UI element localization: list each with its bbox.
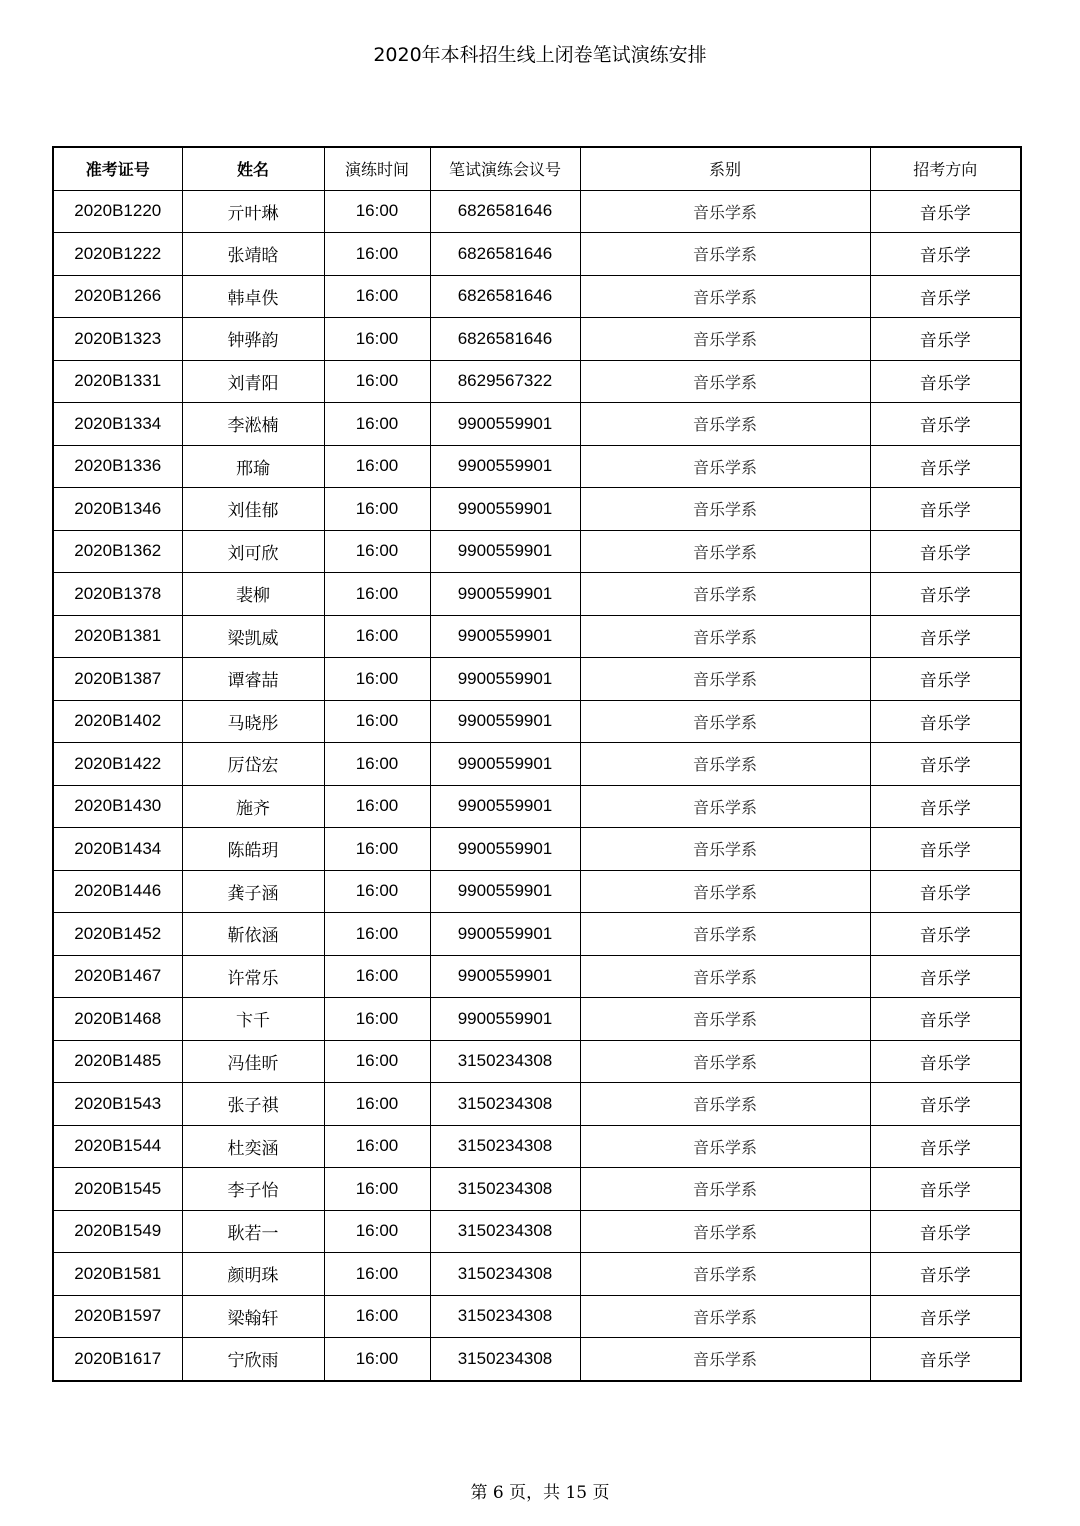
table-row: [53, 1338, 1021, 1381]
cell-name: 靳依涵: [182, 913, 324, 956]
cell-major: 音乐学: [870, 403, 1021, 446]
cell-major: 音乐学: [870, 998, 1021, 1041]
cell-department: 音乐学系: [580, 360, 870, 403]
cell-meeting-id: 3150234308: [430, 1210, 580, 1253]
cell-exam-id: 2020B1346: [53, 488, 182, 531]
cell-name: 刘佳郁: [182, 488, 324, 531]
cell-exam-id: 2020B1452: [53, 913, 182, 956]
table-row: [53, 913, 1021, 956]
cell-meeting-id: 9900559901: [430, 658, 580, 701]
cell-name: 宁欣雨: [182, 1338, 324, 1381]
table-row: [53, 488, 1021, 531]
cell-major: 音乐学: [870, 1125, 1021, 1168]
cell-name: 许常乐: [182, 955, 324, 998]
cell-meeting-id: 9900559901: [430, 700, 580, 743]
cell-meeting-id: 6826581646: [430, 233, 580, 276]
cell-major: 音乐学: [870, 1253, 1021, 1296]
cell-time: 16:00: [324, 1295, 430, 1338]
cell-major: 音乐学: [870, 870, 1021, 913]
header-time: 演练时间: [324, 147, 430, 190]
cell-major: 音乐学: [870, 488, 1021, 531]
cell-meeting-id: 9900559901: [430, 998, 580, 1041]
table-row: [53, 1040, 1021, 1083]
cell-department: 音乐学系: [580, 1040, 870, 1083]
cell-meeting-id: 9900559901: [430, 955, 580, 998]
table-row: [53, 955, 1021, 998]
cell-name: 龚子涵: [182, 870, 324, 913]
cell-name: 刘青阳: [182, 360, 324, 403]
cell-department: 音乐学系: [580, 573, 870, 616]
cell-major: 音乐学: [870, 530, 1021, 573]
cell-major: 音乐学: [870, 1040, 1021, 1083]
cell-major: 音乐学: [870, 913, 1021, 956]
cell-meeting-id: 3150234308: [430, 1253, 580, 1296]
cell-major: 音乐学: [870, 658, 1021, 701]
table-row: [53, 573, 1021, 616]
cell-name: 刘可欣: [182, 530, 324, 573]
table-header-row: [53, 147, 1021, 190]
header-department: 系别: [580, 147, 870, 190]
table-row: [53, 1168, 1021, 1211]
cell-exam-id: 2020B1334: [53, 403, 182, 446]
cell-department: 音乐学系: [580, 1295, 870, 1338]
cell-exam-id: 2020B1597: [53, 1295, 182, 1338]
cell-department: 音乐学系: [580, 488, 870, 531]
cell-major: 音乐学: [870, 828, 1021, 871]
cell-exam-id: 2020B1266: [53, 275, 182, 318]
cell-major: 音乐学: [870, 955, 1021, 998]
cell-exam-id: 2020B1581: [53, 1253, 182, 1296]
cell-time: 16:00: [324, 530, 430, 573]
table-row: [53, 233, 1021, 276]
cell-name: 韩卓佚: [182, 275, 324, 318]
header-major: 招考方向: [870, 147, 1021, 190]
table-row: [53, 743, 1021, 786]
cell-meeting-id: 3150234308: [430, 1295, 580, 1338]
cell-exam-id: 2020B1323: [53, 318, 182, 361]
cell-meeting-id: 9900559901: [430, 488, 580, 531]
table-row: [53, 403, 1021, 446]
cell-department: 音乐学系: [580, 403, 870, 446]
table-row: [53, 445, 1021, 488]
cell-exam-id: 2020B1549: [53, 1210, 182, 1253]
cell-major: 音乐学: [870, 1168, 1021, 1211]
table-row: [53, 998, 1021, 1041]
cell-exam-id: 2020B1543: [53, 1083, 182, 1126]
cell-major: 音乐学: [870, 1295, 1021, 1338]
table-row: [53, 1210, 1021, 1253]
cell-department: 音乐学系: [580, 233, 870, 276]
cell-meeting-id: 9900559901: [430, 785, 580, 828]
cell-major: 音乐学: [870, 573, 1021, 616]
table-row: [53, 700, 1021, 743]
cell-name: 张靖晗: [182, 233, 324, 276]
cell-name: 梁翰轩: [182, 1295, 324, 1338]
cell-meeting-id: 9900559901: [430, 445, 580, 488]
cell-name: 施齐: [182, 785, 324, 828]
cell-meeting-id: 3150234308: [430, 1168, 580, 1211]
cell-department: 音乐学系: [580, 615, 870, 658]
table-row: [53, 530, 1021, 573]
cell-exam-id: 2020B1434: [53, 828, 182, 871]
cell-time: 16:00: [324, 870, 430, 913]
cell-time: 16:00: [324, 1168, 430, 1211]
cell-department: 音乐学系: [580, 1083, 870, 1126]
cell-time: 16:00: [324, 998, 430, 1041]
cell-name: 李子怡: [182, 1168, 324, 1211]
cell-department: 音乐学系: [580, 870, 870, 913]
cell-meeting-id: 3150234308: [430, 1083, 580, 1126]
cell-time: 16:00: [324, 1253, 430, 1296]
cell-department: 音乐学系: [580, 785, 870, 828]
cell-meeting-id: 6826581646: [430, 275, 580, 318]
table-row: [53, 360, 1021, 403]
table-row: [53, 828, 1021, 871]
cell-department: 音乐学系: [580, 1210, 870, 1253]
cell-exam-id: 2020B1402: [53, 700, 182, 743]
cell-name: 颜明珠: [182, 1253, 324, 1296]
cell-major: 音乐学: [870, 785, 1021, 828]
cell-meeting-id: 9900559901: [430, 615, 580, 658]
table-body: [53, 190, 1021, 1381]
cell-exam-id: 2020B1381: [53, 615, 182, 658]
cell-time: 16:00: [324, 828, 430, 871]
table-row: [53, 658, 1021, 701]
cell-department: 音乐学系: [580, 828, 870, 871]
cell-exam-id: 2020B1617: [53, 1338, 182, 1381]
cell-meeting-id: 9900559901: [430, 870, 580, 913]
table-row: [53, 785, 1021, 828]
cell-time: 16:00: [324, 445, 430, 488]
cell-time: 16:00: [324, 1338, 430, 1381]
table-row: [53, 870, 1021, 913]
cell-time: 16:00: [324, 955, 430, 998]
cell-major: 音乐学: [870, 615, 1021, 658]
cell-exam-id: 2020B1336: [53, 445, 182, 488]
cell-department: 音乐学系: [580, 1168, 870, 1211]
cell-meeting-id: 3150234308: [430, 1040, 580, 1083]
cell-department: 音乐学系: [580, 1253, 870, 1296]
cell-exam-id: 2020B1387: [53, 658, 182, 701]
table-row: [53, 275, 1021, 318]
cell-time: 16:00: [324, 488, 430, 531]
cell-meeting-id: 8629567322: [430, 360, 580, 403]
cell-time: 16:00: [324, 913, 430, 956]
cell-department: 音乐学系: [580, 955, 870, 998]
cell-name: 耿若一: [182, 1210, 324, 1253]
cell-department: 音乐学系: [580, 743, 870, 786]
cell-exam-id: 2020B1467: [53, 955, 182, 998]
header-meeting-id: 笔试演练会议号: [430, 147, 580, 190]
page-footer: 第 6 页，共 15 页: [470, 1483, 610, 1503]
cell-major: 音乐学: [870, 318, 1021, 361]
cell-time: 16:00: [324, 743, 430, 786]
cell-department: 音乐学系: [580, 998, 870, 1041]
cell-meeting-id: 9900559901: [430, 828, 580, 871]
table-row: [53, 1083, 1021, 1126]
cell-meeting-id: 9900559901: [430, 913, 580, 956]
cell-name: 梁凯威: [182, 615, 324, 658]
cell-major: 音乐学: [870, 445, 1021, 488]
cell-name: 马晓彤: [182, 700, 324, 743]
cell-meeting-id: 9900559901: [430, 403, 580, 446]
cell-department: 音乐学系: [580, 1125, 870, 1168]
cell-exam-id: 2020B1545: [53, 1168, 182, 1211]
cell-name: 钟骅韵: [182, 318, 324, 361]
table-row: [53, 1295, 1021, 1338]
cell-name: 卞千: [182, 998, 324, 1041]
cell-name: 李淞楠: [182, 403, 324, 446]
cell-major: 音乐学: [870, 700, 1021, 743]
table-row: [53, 1125, 1021, 1168]
cell-department: 音乐学系: [580, 700, 870, 743]
cell-exam-id: 2020B1331: [53, 360, 182, 403]
cell-exam-id: 2020B1220: [53, 190, 182, 233]
cell-meeting-id: 9900559901: [430, 743, 580, 786]
cell-department: 音乐学系: [580, 913, 870, 956]
cell-name: 谭睿喆: [182, 658, 324, 701]
cell-meeting-id: 6826581646: [430, 318, 580, 361]
cell-name: 冯佳昕: [182, 1040, 324, 1083]
cell-meeting-id: 6826581646: [430, 190, 580, 233]
cell-exam-id: 2020B1422: [53, 743, 182, 786]
cell-name: 厉岱宏: [182, 743, 324, 786]
cell-department: 音乐学系: [580, 318, 870, 361]
cell-meeting-id: 9900559901: [430, 530, 580, 573]
cell-name: 亓叶琳: [182, 190, 324, 233]
cell-exam-id: 2020B1485: [53, 1040, 182, 1083]
cell-major: 音乐学: [870, 1083, 1021, 1126]
cell-department: 音乐学系: [580, 275, 870, 318]
page-title: 2020年本科招生线上闭卷笔试演练安排: [373, 44, 707, 66]
table-row: [53, 318, 1021, 361]
cell-exam-id: 2020B1544: [53, 1125, 182, 1168]
cell-name: 陈皓玥: [182, 828, 324, 871]
cell-time: 16:00: [324, 1040, 430, 1083]
cell-major: 音乐学: [870, 190, 1021, 233]
table-row: [53, 1253, 1021, 1296]
cell-department: 音乐学系: [580, 530, 870, 573]
cell-time: 16:00: [324, 573, 430, 616]
cell-name: 邢瑜: [182, 445, 324, 488]
cell-meeting-id: 3150234308: [430, 1125, 580, 1168]
cell-major: 音乐学: [870, 743, 1021, 786]
cell-major: 音乐学: [870, 233, 1021, 276]
cell-major: 音乐学: [870, 275, 1021, 318]
cell-exam-id: 2020B1222: [53, 233, 182, 276]
cell-time: 16:00: [324, 1125, 430, 1168]
cell-time: 16:00: [324, 1210, 430, 1253]
cell-department: 音乐学系: [580, 658, 870, 701]
cell-time: 16:00: [324, 318, 430, 361]
cell-time: 16:00: [324, 233, 430, 276]
cell-major: 音乐学: [870, 360, 1021, 403]
header-exam-id: 准考证号: [53, 147, 182, 190]
header-name: 姓名: [182, 147, 324, 190]
cell-department: 音乐学系: [580, 1338, 870, 1381]
cell-major: 音乐学: [870, 1210, 1021, 1253]
cell-name: 裴柳: [182, 573, 324, 616]
cell-meeting-id: 9900559901: [430, 573, 580, 616]
cell-time: 16:00: [324, 1083, 430, 1126]
cell-time: 16:00: [324, 403, 430, 446]
cell-time: 16:00: [324, 275, 430, 318]
table-row: [53, 190, 1021, 233]
cell-exam-id: 2020B1468: [53, 998, 182, 1041]
cell-time: 16:00: [324, 615, 430, 658]
cell-major: 音乐学: [870, 1338, 1021, 1381]
cell-time: 16:00: [324, 700, 430, 743]
cell-time: 16:00: [324, 190, 430, 233]
table-row: [53, 615, 1021, 658]
cell-meeting-id: 3150234308: [430, 1338, 580, 1381]
cell-time: 16:00: [324, 785, 430, 828]
cell-name: 杜奕涵: [182, 1125, 324, 1168]
exam-schedule-table: [52, 146, 1022, 1382]
cell-department: 音乐学系: [580, 190, 870, 233]
cell-time: 16:00: [324, 658, 430, 701]
cell-time: 16:00: [324, 360, 430, 403]
cell-exam-id: 2020B1362: [53, 530, 182, 573]
cell-exam-id: 2020B1446: [53, 870, 182, 913]
cell-exam-id: 2020B1378: [53, 573, 182, 616]
cell-exam-id: 2020B1430: [53, 785, 182, 828]
cell-name: 张子祺: [182, 1083, 324, 1126]
cell-department: 音乐学系: [580, 445, 870, 488]
